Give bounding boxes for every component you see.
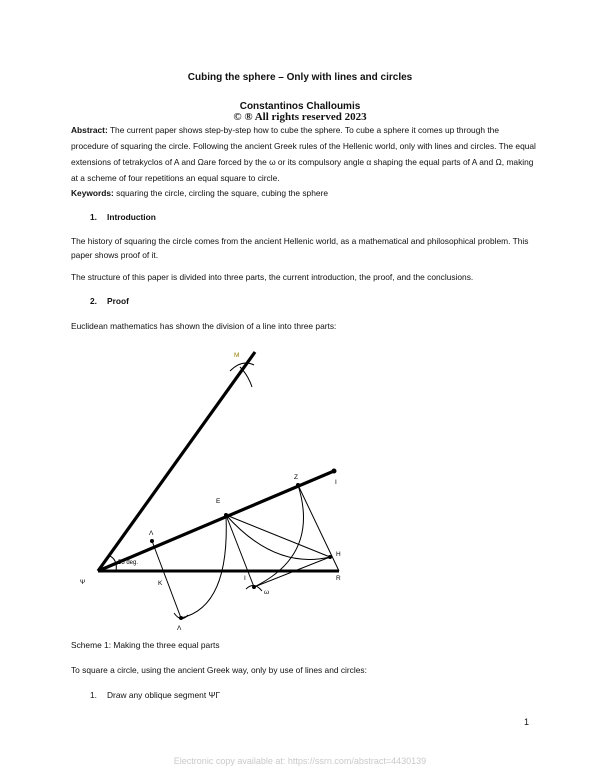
label-lambda-up: Λ — [149, 530, 154, 537]
keywords-text: squaring the circle, circling the square, cubing the sphere — [113, 188, 328, 198]
label-r: R — [336, 575, 341, 582]
point-e — [224, 513, 228, 517]
arc-e-lambda — [181, 515, 226, 618]
label-h: H — [336, 551, 341, 558]
copyright-notice: © ® All rights reserved 2023 — [233, 111, 367, 123]
intro-paragraph-1: The history of squaring the circle comes from the ancient Hellenic world, as a mathematical and philosophical problem. This paper shows proof of it. — [71, 236, 529, 260]
list-item — [90, 690, 220, 700]
paper-title: Cubing the sphere – Only with lines and circles — [187, 72, 413, 83]
section-heading-introduction — [90, 212, 156, 222]
author-name: Constantinos Challoumis — [239, 101, 361, 112]
label-i-lower: I — [244, 575, 246, 582]
point-z — [296, 483, 300, 487]
segment-z-r — [298, 485, 339, 571]
label-m: M — [234, 352, 240, 359]
page-number: 1 — [524, 717, 530, 727]
label-i: I — [335, 479, 337, 486]
keywords-label: Keywords: — [71, 188, 114, 198]
label-psi: Ψ — [80, 579, 86, 586]
keywords — [71, 188, 328, 198]
point-h — [328, 555, 332, 559]
section-number: 2. — [90, 296, 97, 306]
label-z: Z — [294, 474, 298, 481]
proof-paragraph-2: To square a circle, using the ancient Greek way, only by use of lines and circles: — [71, 665, 367, 675]
label-omega: ω — [264, 589, 270, 596]
figure-caption: Scheme 1: Making the three equal parts — [71, 640, 220, 650]
angle-label: 55 deg. — [118, 560, 139, 566]
point-lambda-low — [179, 616, 183, 620]
proof-paragraph-1: Euclidean mathematics has shown the division of a line into three parts: — [71, 321, 337, 331]
abstract-text: The current paper shows step-by-step how to cube the sphere. To cube a sphere it comes up through the procedure of squaring the circle. Following the ancient Greek rules of the Hellenic world, only with lines and circles. The equal extensions of tetrakyclos of A and Ωare forced by the ω or its compulsory angle α shaping the equal parts of A and Ω, making at a scheme of four repetitions an equal square to circle. — [71, 125, 536, 183]
abstract-label: Abstract: — [71, 125, 108, 135]
intro-paragraph-2: The structure of this paper is divided into three parts, the current introduction, the proof, and the conclusions. — [71, 272, 474, 282]
point-i — [332, 469, 337, 474]
label-k: K — [158, 580, 163, 587]
section-heading-proof — [90, 296, 129, 306]
list-item-number: 1. — [90, 690, 97, 700]
section-title: Introduction — [107, 212, 156, 222]
label-lambda-low: Λ — [177, 625, 182, 630]
abstract — [71, 122, 539, 186]
point-omega — [252, 585, 256, 589]
list-item-text: Draw any oblique segment ΨΓ — [107, 690, 221, 700]
segment-e-h — [226, 515, 330, 557]
point-lambda — [150, 539, 154, 543]
ssrn-footer: Electronic copy available at: https://ssrn.com/abstract=4430139 — [173, 756, 427, 766]
segment-lambda-lambda — [152, 541, 181, 618]
geometric-construction-figure — [80, 345, 380, 630]
label-e: E — [216, 498, 221, 505]
segment-e-omega — [226, 515, 254, 587]
section-number: 1. — [90, 212, 97, 222]
section-title: Proof — [107, 296, 129, 306]
